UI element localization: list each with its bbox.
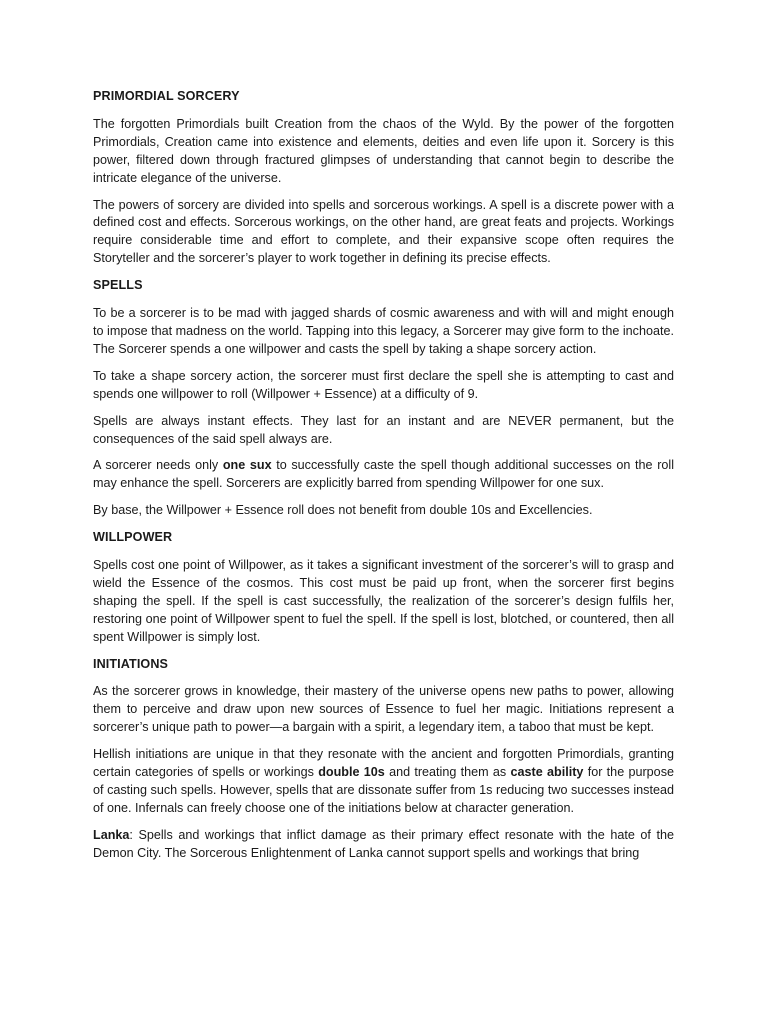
section-heading-primordial-sorcery: PRIMORDIAL SORCERY bbox=[93, 89, 240, 103]
paragraph-spells-2: To take a shape sorcery action, the sorcerer must first declare the spell she is attempting to cast and spends one willpower to roll (Willpower + Essence) at a difficulty of 9. bbox=[93, 368, 674, 401]
paragraph-primordial-2: The powers of sorcery are divided into spells and sorcerous workings. A spell is a discrete power with a defined cost and effects. Sorcerous workings, on the other hand, are great feats and projects. Workings require considerable time and effort to complete, and their expansive scope often requires the Storyteller and the sorcerer’s player to work together in defining its precise effects. bbox=[93, 197, 674, 266]
section-heading-initiations: INITIATIONS bbox=[93, 656, 169, 671]
document-page bbox=[93, 88, 674, 872]
paragraph-initiations-1: As the sorcerer grows in knowledge, their mastery of the universe opens new paths to power, allowing them to perceive and draw upon new sources of Essence to fuel her magic. Initiations represent a sorcerer’s unique path to power—a bargain with a spirit, a legendary item, a taboo that must be kept. bbox=[93, 684, 674, 735]
paragraph-spells-5: By base, the Willpower + Essence roll does not benefit from double 10s and Excellencies. bbox=[93, 503, 593, 518]
text-run: for the purpose of casting such spells. However, spells that are dissonate suffer from 1s reducing two successes instead of one. Infernals can freely choose one of the initiations below at character generation. bbox=[93, 765, 674, 815]
bold-term-caste-ability: caste ability bbox=[510, 765, 584, 780]
paragraph-spells-1: To be a sorcerer is to be mad with jagged shards of cosmic awareness and with will and might enough to impose that madness on the world. Tapping into this legacy, a Sorcerer may give form to the inchoate. The Sorcerer spends a one willpower and casts the spell by taking a shape sorcery action. bbox=[93, 306, 674, 356]
text-run: A sorcerer needs only bbox=[93, 458, 223, 473]
section-heading-spells: SPELLS bbox=[93, 278, 143, 293]
bold-term-double-10s: double 10s bbox=[318, 765, 385, 780]
text-run: : Spells and workings that inflict damage as their primary effect resonate with the hate of the Demon City. The Sorcerous Enlightenment of Lanka cannot support spells and workings that bring bbox=[93, 827, 674, 860]
paragraph-primordial-1: The forgotten Primordials built Creation from the chaos of the Wyld. By the power of the forgotten Primordials, Creation came into existence and elements, deities and even life upon it. Sorcery is this power, filtered down through fractured glimpses of understanding that cannot begin to describe the intricate elegance of the universe. bbox=[93, 116, 674, 185]
bold-term-one-sux: one sux bbox=[222, 458, 272, 473]
text-run: to successfully caste the spell though additional successes on the roll may enhance the spell. Sorcerers are explicitly barred from spending Willpower for one sux. bbox=[93, 458, 674, 491]
paragraph-spells-3: Spells are always instant effects. They last for an instant and are NEVER permanent, but the consequences of the said spell always are. bbox=[93, 413, 674, 446]
paragraph-willpower-1: Spells cost one point of Willpower, as it takes a significant investment of the sorcerer’s will to grasp and wield the Essence of the cosmos. This cost must be paid up front, when the sorcerer first begins shaping the spell. If the spell is cast successfully, the realization of the sorcerer’s design fulfils her, restoring one point of Willpower spent to fuel the spell. If the spell is lost, blotched, or countered, then all spent Willpower is simply lost. bbox=[93, 558, 674, 644]
bold-term-lanka: Lanka bbox=[93, 827, 130, 842]
paragraph-spells-4 bbox=[93, 457, 674, 493]
paragraph-initiations-lanka bbox=[93, 827, 674, 863]
paragraph-initiations-2 bbox=[93, 746, 674, 818]
text-run: Hellish initiations are unique in that they resonate with the ancient and forgotten Primordials, granting certain categories of spells or workings bbox=[93, 747, 674, 780]
text-run: and treating them as bbox=[384, 765, 511, 780]
section-heading-willpower: WILLPOWER bbox=[93, 530, 173, 545]
